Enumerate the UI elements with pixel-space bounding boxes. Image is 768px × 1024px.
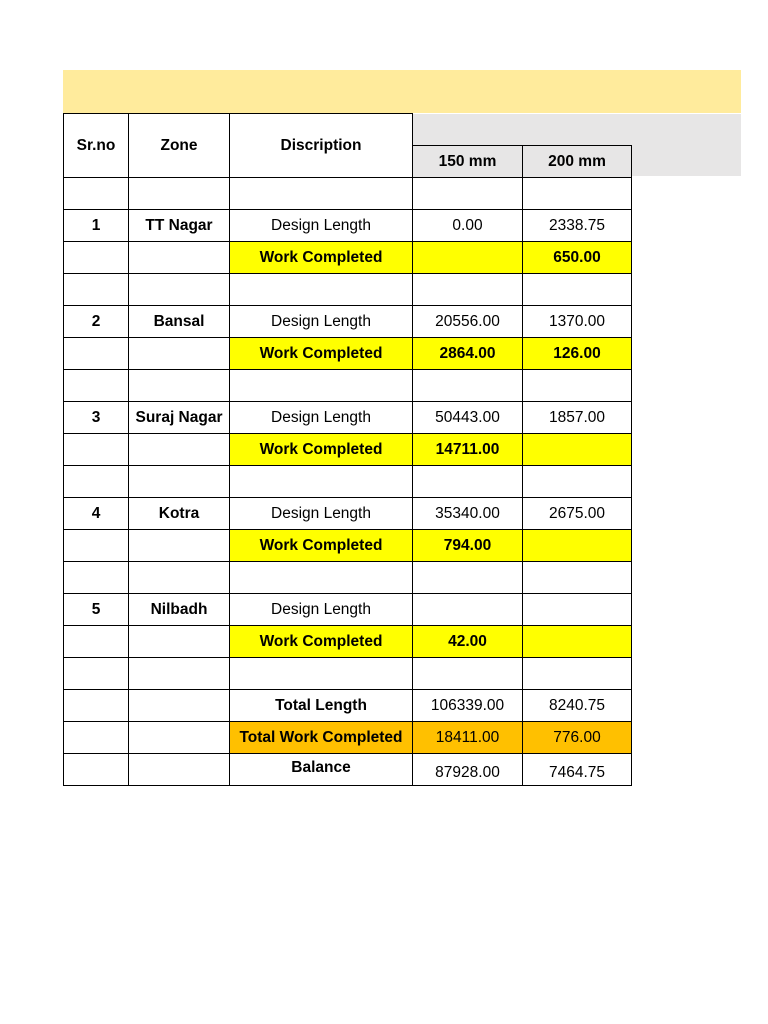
work-150-cell[interactable]: 2864.00	[413, 338, 523, 370]
description-cell[interactable]: Design Length	[230, 306, 413, 338]
total-length-150[interactable]: 106339.00	[413, 690, 523, 722]
table-row-design	[64, 594, 632, 626]
zone-cell[interactable]: TT Nagar	[129, 210, 230, 242]
balance-150[interactable]: 87928.00	[413, 754, 523, 786]
work-150-cell[interactable]	[413, 242, 523, 274]
total-work-200[interactable]: 776.00	[523, 722, 632, 754]
description-cell[interactable]: Design Length	[230, 498, 413, 530]
header-description[interactable]: Discription	[230, 114, 413, 178]
sr-no-cell[interactable]: 3	[64, 402, 129, 434]
value-200-cell[interactable]: 2675.00	[523, 498, 632, 530]
value-150-cell[interactable]	[413, 594, 523, 626]
description-cell[interactable]: Design Length	[230, 402, 413, 434]
work-200-cell[interactable]: 650.00	[523, 242, 632, 274]
balance-row	[64, 754, 632, 786]
spacer-row	[64, 274, 632, 306]
spacer-row	[64, 178, 632, 210]
total-length-row	[64, 690, 632, 722]
work-200-cell[interactable]	[523, 434, 632, 466]
work-completed-label[interactable]: Work Completed	[230, 434, 413, 466]
table-row-design	[64, 306, 632, 338]
header-size-group	[413, 114, 632, 146]
zone-cell[interactable]: Nilbadh	[129, 594, 230, 626]
sr-no-cell[interactable]: 1	[64, 210, 129, 242]
description-cell[interactable]: Design Length	[230, 210, 413, 242]
total-length-label[interactable]: Total Length	[230, 690, 413, 722]
spacer-row	[64, 562, 632, 594]
sr-no-cell[interactable]: 4	[64, 498, 129, 530]
work-completed-label[interactable]: Work Completed	[230, 242, 413, 274]
value-200-cell[interactable]: 1370.00	[523, 306, 632, 338]
total-length-200[interactable]: 8240.75	[523, 690, 632, 722]
spacer-row	[64, 466, 632, 498]
balance-200[interactable]: 7464.75	[523, 754, 632, 786]
table-row-work	[64, 338, 632, 370]
value-200-cell[interactable]: 2338.75	[523, 210, 632, 242]
table-row-design	[64, 498, 632, 530]
work-completed-label[interactable]: Work Completed	[230, 338, 413, 370]
zone-cell[interactable]: Suraj Nagar	[129, 402, 230, 434]
sr-no-cell[interactable]: 5	[64, 594, 129, 626]
zone-cell[interactable]: Kotra	[129, 498, 230, 530]
header-zone[interactable]: Zone	[129, 114, 230, 178]
work-150-cell[interactable]: 794.00	[413, 530, 523, 562]
description-cell[interactable]: Design Length	[230, 594, 413, 626]
work-150-cell[interactable]: 14711.00	[413, 434, 523, 466]
total-work-150[interactable]: 18411.00	[413, 722, 523, 754]
work-200-cell[interactable]	[523, 626, 632, 658]
work-200-cell[interactable]	[523, 530, 632, 562]
value-150-cell[interactable]: 0.00	[413, 210, 523, 242]
table-row-work	[64, 242, 632, 274]
value-150-cell[interactable]: 20556.00	[413, 306, 523, 338]
header-sr-no[interactable]: Sr.no	[64, 114, 129, 178]
progress-table	[63, 113, 632, 786]
value-200-cell[interactable]: 1857.00	[523, 402, 632, 434]
value-150-cell[interactable]: 50443.00	[413, 402, 523, 434]
sr-no-cell[interactable]: 2	[64, 306, 129, 338]
spacer-row	[64, 370, 632, 402]
table-row-work	[64, 434, 632, 466]
table-row-design	[64, 402, 632, 434]
work-150-cell[interactable]: 42.00	[413, 626, 523, 658]
balance-label[interactable]: Balance	[230, 754, 413, 786]
spacer-row	[64, 658, 632, 690]
work-200-cell[interactable]: 126.00	[523, 338, 632, 370]
work-completed-label[interactable]: Work Completed	[230, 626, 413, 658]
table-row-work	[64, 626, 632, 658]
value-200-cell[interactable]	[523, 594, 632, 626]
table-row-design	[64, 210, 632, 242]
table-row-work	[64, 530, 632, 562]
total-work-label[interactable]: Total Work Completed	[230, 722, 413, 754]
total-work-row	[64, 722, 632, 754]
zone-cell[interactable]: Bansal	[129, 306, 230, 338]
work-completed-label[interactable]: Work Completed	[230, 530, 413, 562]
title-band	[63, 70, 741, 113]
header-150mm[interactable]: 150 mm	[413, 146, 523, 178]
header-200mm[interactable]: 200 mm	[523, 146, 632, 178]
value-150-cell[interactable]: 35340.00	[413, 498, 523, 530]
